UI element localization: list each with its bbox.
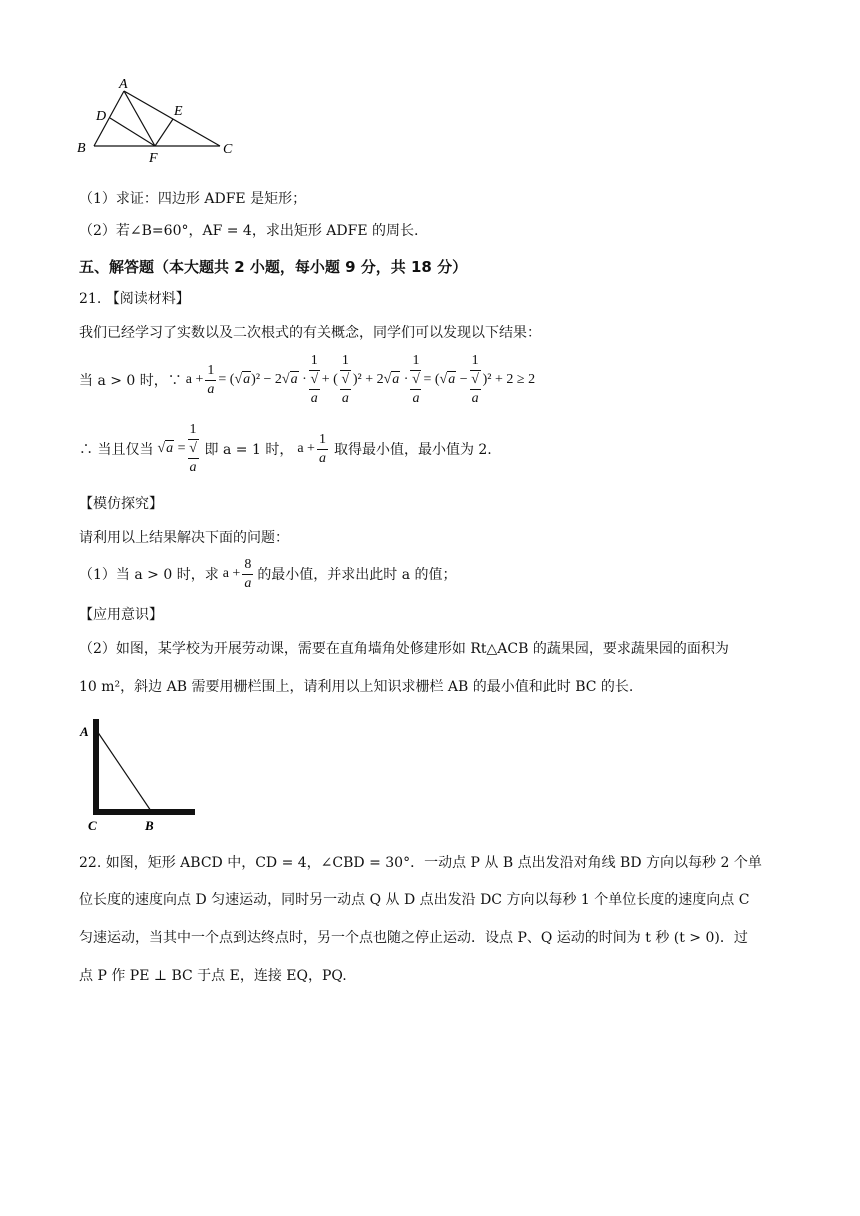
conclusion-prefix: ∴ 当且仅当 [79,442,154,458]
label-f: F [149,151,158,165]
wall-label-a: A [80,724,89,739]
label-b: B [77,141,86,156]
q21-part2-line2: 10 m²，斜边 AB 需要用栅栏围上，请利用以上知识求栅栏 AB 的最小值和此时 BC 的长. [79,679,634,695]
q21-intro: 我们已经学习了实数以及二次根式的有关概念，同学们可以发现以下结果： [79,325,541,341]
imitate-text: 请利用以上结果解决下面的问题： [79,530,289,546]
label-e: E [174,104,183,119]
section5-title: 五、解答题（本大题共 2 小题，每小题 9 分，共 18 分） [79,258,468,276]
label-c: C [223,142,233,157]
wall-horizontal [93,809,195,815]
q21-conclusion: ∴ 当且仅当 √a = 1 √ a 即 a = 1 时， a + $\frac{1}{a}$ 取得最小值，最小值为 2. [79,422,492,475]
q22-line1: 22. 如图，矩形 ABCD 中，CD = 4，∠CBD = 30°．一动点 P 从 B 点出发沿对角线 BD 方向以每秒 2 个单 [79,855,762,871]
q21-part2-line1: （2）如图，某学校为开展劳动课，需要在直角墙角处修建形如 Rt△ACB 的蔬果园，要求蔬果园的面积为 [79,641,729,657]
q20-part2: （2）若∠B=60°，AF = 4，求出矩形 ADFE 的周长. [79,223,419,239]
segment-df [110,118,155,146]
apply-head: 【应用意识】 [79,607,163,623]
q22-line3: 匀速运动，当其中一个点到达终点时，另一个点也随之停止运动．设点 P、Q 运动的时间为 t 秒 (t > 0)．过 [79,930,748,946]
q22-line2: 位长度的速度向点 D 匀速运动，同时另一动点 Q 从 D 点出发沿 DC 方向以每秒 1 个单位长度的速度向点 C [79,892,750,908]
wall-label-c: C [88,818,97,833]
label-a: A [119,77,128,92]
part1-b: 的最小值，并求出此时 a 的值； [257,567,457,583]
triangle-figure [70,75,245,165]
q22-line4: 点 P 作 PE ⊥ BC 于点 E，连接 EQ，PQ. [79,968,347,984]
label-d: D [96,109,107,124]
formula-prefix: 当 a > 0 时，∵ [79,373,182,389]
part1-a: （1）当 a > 0 时，求 [79,567,219,583]
wall-label-b: B [145,818,154,833]
q21-head: 21. 【阅读材料】 [79,291,190,307]
hypotenuse-ab [97,731,151,811]
q20-part1: （1）求证：四边形 ADFE 是矩形； [79,191,307,207]
wall-figure [75,715,205,835]
conclusion-mid: 即 a = 1 时， [204,442,294,458]
conclusion-end: 取得最小值，最小值为 2. [333,442,492,458]
segment-ef [155,119,173,146]
side-ac [124,91,220,146]
imitate-head: 【模仿探究】 [79,496,163,512]
q21-formula: 当 a > 0 时，∵ a + $\frac{1}{a}$ = (√a)² − 2√a · 1 √ a + ( 1 √ a )² + 2√a · 1 √ a = (√a − 1 √ a )² + 2 ≥ 2 [79,353,536,406]
q21-part1: （1）当 a > 0 时，求 a + $\frac{8}{a}$ 的最小值，并求出此时 a 的值； [79,556,457,591]
